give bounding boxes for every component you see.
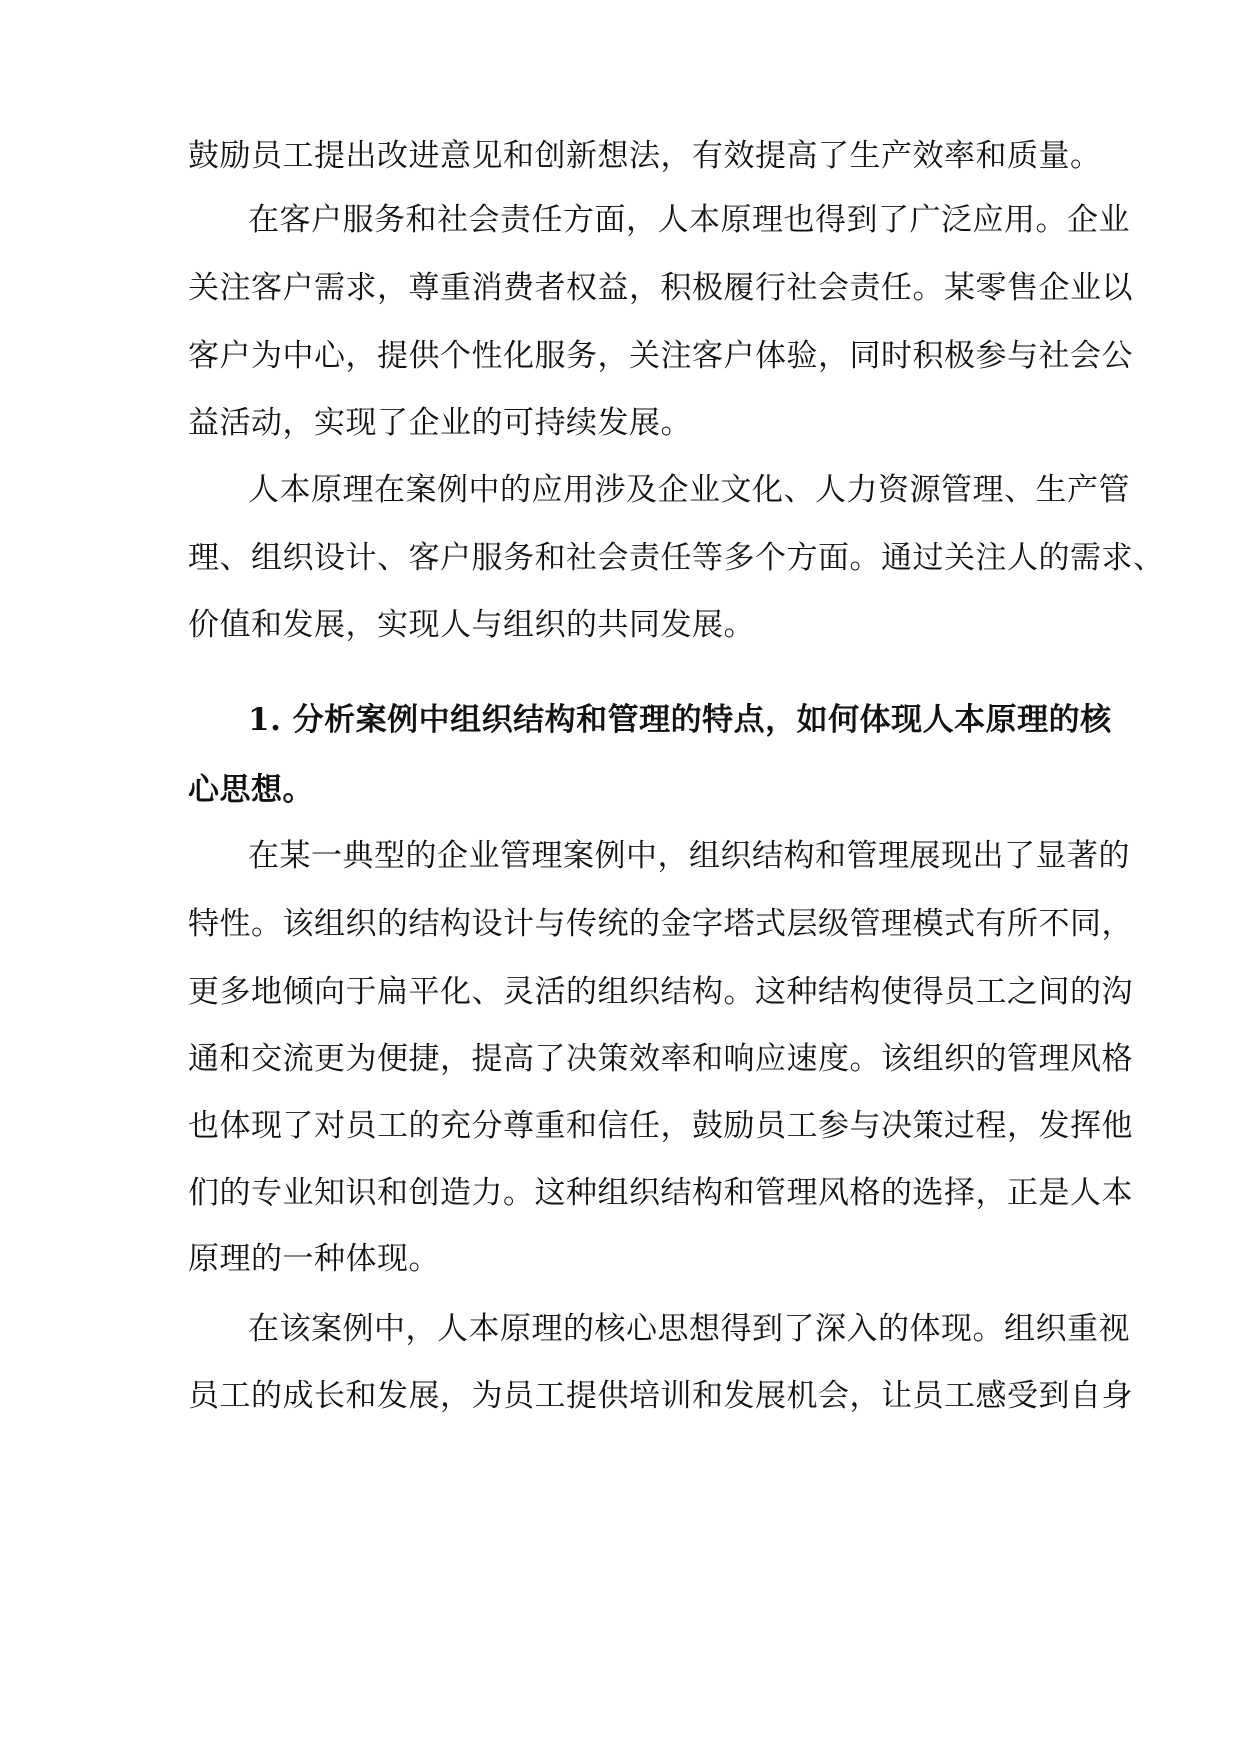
text-line: 人本原理在案例中的应用涉及企业文化、人力资源管理、生产管 [248, 472, 1130, 508]
text-line: 更多地倾向于扁平化、灵活的组织结构。这种结构使得员工之间的沟 [188, 974, 1133, 1010]
text-line: 鼓励员工提出改进意见和创新想法，有效提高了生产效率和质量。 [188, 138, 1102, 174]
text-line: 在某一典型的企业管理案例中，组织结构和管理展现出了显著的 [248, 838, 1130, 874]
text-line: 们的专业知识和创造力。这种组织结构和管理风格的选择，正是人本 [188, 1175, 1133, 1211]
text-line: 也体现了对员工的充分尊重和信任，鼓励员工参与决策过程，发挥他 [188, 1108, 1133, 1144]
text-line: 关注客户需求，尊重消费者权益，积极履行社会责任。某零售企业以 [188, 270, 1133, 306]
text-line: 在客户服务和社会责任方面，人本原理也得到了广泛应用。企业 [248, 202, 1130, 238]
section-heading: 1. 分析案例中组织结构和管理的特点，如何体现人本原理的核 [248, 702, 1112, 738]
text-line: 原理的一种体现。 [188, 1241, 440, 1277]
text-line: 员工的成长和发展，为员工提供培训和发展机会，让员工感受到自身 [188, 1378, 1133, 1414]
text-line: 价值和发展，实现人与组织的共同发展。 [188, 607, 755, 643]
text-line: 客户为中心，提供个性化服务，关注客户体验，同时积极参与社会公 [188, 338, 1133, 374]
text-line: 理、组织设计、客户服务和社会责任等多个方面。通过关注人的需求、 [188, 540, 1165, 576]
text-line: 益活动，实现了企业的可持续发展。 [188, 405, 692, 441]
section-heading-continued: 心思想。 [188, 772, 314, 808]
text-line: 在该案例中，人本原理的核心思想得到了深入的体现。组织重视 [248, 1311, 1130, 1347]
text-line: 通和交流更为便捷，提高了决策效率和响应速度。该组织的管理风格 [188, 1041, 1133, 1077]
text-line: 特性。该组织的结构设计与传统的金字塔式层级管理模式有所不同， [188, 906, 1133, 942]
